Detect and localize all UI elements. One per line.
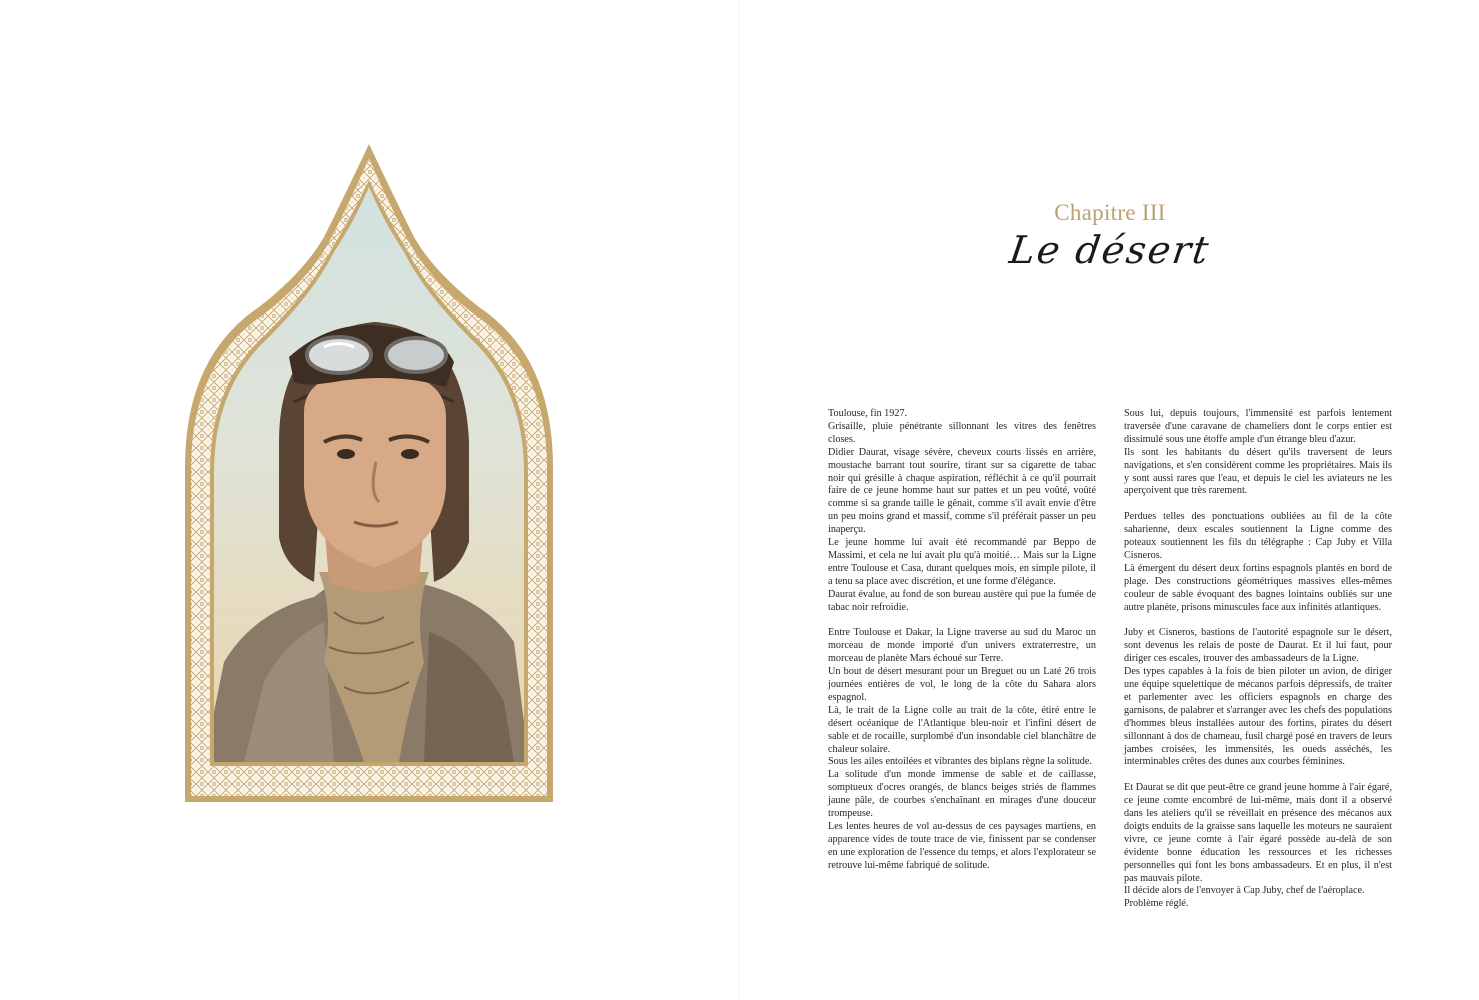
paragraph: Grisaille, pluie pénétrante sillonnant les vitres des fenêtres closes. [828, 420, 1096, 445]
paragraph: Problème réglé. [1124, 898, 1189, 910]
paragraph: Un bout de désert mesurant pour un Breguet ou un Laté 26 trois journées entières de vol, le long de la côte du Sahara alors espagnol. [828, 666, 1096, 703]
paragraph: Et Daurat se dit que peut-être ce grand jeune homme à l'air égaré, ce jeune comte encombré de lui-même, mais dont il a observé dans les ateliers qu'il se réveillait en présence des mécanos aux doigts enduits de la graisse sans laquelle les moteurs ne sauraient vivre, ce jeune comte à l'air égaré possède au-delà de son évidente bonne éducation les ressources et les richesses personnelles qui font les bons ambassadeurs. Et en plus, il n'est pas mauvais pilote. [1124, 782, 1392, 884]
text-column-left [828, 408, 1096, 873]
paragraph: Ils sont les habitants du désert qu'ils traversent de leurs navigations, et s'en considèrent comme les propriétaires. Mais ils y sont aussi rares que l'eau, et depuis le ciel les aviateurs ne les aperçoivent que très rarement. [1124, 446, 1392, 497]
page-gutter [739, 0, 740, 1000]
paragraph: Sous les ailes entoilées et vibrantes des biplans règne la solitude. [828, 756, 1092, 768]
chapter-number: Chapitre III [1054, 200, 1166, 225]
aviator-portrait-image [184, 142, 554, 804]
paragraph: Il décide alors de l'envoyer à Cap Juby, chef de l'aéroplace. [1124, 885, 1365, 897]
paragraph: Là, le trait de la Ligne colle au trait de la côte, étiré entre le désert océanique de l'Atlantique bleu-noir et l'infini désert de sable et de rocaille, surplombé d'un insondable ciel blanchâtre de chaleur solaire. [828, 704, 1096, 755]
paragraph: Didier Daurat, visage sévère, cheveux courts lissés en arrière, moustache barrant tout sourire, tirant sur sa cigarette de tabac noir qui grésille à chaque aspiration, réfléchit à ce qu'il pourrait faire de ce jeune homme haut sur pattes et un peu voûté, voûté comme si sa grande taille le gênait, comme s'il avait envie d'être un peu moins grand et massif, comme s'il préférait passer un peu inaperçu. [828, 446, 1096, 536]
text-column-right [1124, 408, 1392, 911]
portrait-illustration [184, 142, 554, 804]
paragraph: Sous lui, depuis toujours, l'immensité est parfois lentement traversée d'une caravane de chameliers dont le corps entier est dissimulé sous une étoffe ample d'un étrange bleu d'azur. [1124, 408, 1392, 445]
paragraph: Entre Toulouse et Dakar, la Ligne traverse au sud du Maroc un morceau de monde importé d'un univers extraterrestre, un morceau de planète Mars échoué sur Terre. [828, 627, 1096, 665]
paragraph: Là émergent du désert deux fortins espagnols plantés en bord de plage. Des constructions géométriques massives elles-mêmes couleur de sable évoquant des bagnes lointains oubliés sur une autre planète, prisons minuscules face aux infinités atlantiques. [1124, 562, 1392, 613]
paragraph: Daurat évalue, au fond de son bureau austère qui pue la fumée de tabac noir refroidie. [828, 588, 1096, 613]
paragraph: La solitude d'un monde immense de sable et de caillasse, somptueux d'ocres orangés, de blancs beiges striés de flammes jaune pâle, de courbes s'enchaînant en mirages d'une douceur trompeuse. [828, 769, 1096, 820]
paragraph: Des types capables à la fois de bien piloter un avion, de diriger une équipe squelettique de mécanos parfois dépressifs, de traiter et parlementer avec les officiers espagnols en charge des garnisons, de palabrer et s'arranger avec les chefs des populations d'hommes bleus installées autour des fortins, pirates du désert sillonnant à dos de chameau, fusil chargé posé en travers de leurs jambes croisées, les immensités, les oueds asséchés, les interminables crêtes des dunes aux courbes féminines. [1124, 666, 1392, 768]
paragraph: Les lentes heures de vol au-dessus de ces paysages martiens, en apparence vides de toute trace de vie, finissent par se condenser en une exploration de l'essence du temps, et alors l'explorateur se retrouve lui-même fabriqué de solitude. [828, 820, 1096, 871]
paragraph: Toulouse, fin 1927. [828, 408, 908, 419]
paragraph: Le jeune homme lui avait été recommandé par Beppo de Massimi, et cela ne lui avait plu qu'à moitié… Mais sur la Ligne entre Toulouse et Casa, durant quelques mois, en simple pilote, il a tenu sa place avec discrétion, et une forme d'élégance. [828, 537, 1096, 587]
paragraph: Perdues telles des ponctuations oubliées au fil de la côte saharienne, deux escales soutiennent la Ligne comme des poteaux soutiennent les fils du télégraphe : Cap Juby et Villa Cisneros. [1124, 511, 1392, 561]
chapter-title: Le désert [1006, 228, 1214, 272]
paragraph: Juby et Cisneros, bastions de l'autorité espagnole sur le désert, sont devenus les relais de poste de Daurat. Et il lui faut, pour diriger ces escales, trouver des ambassadeurs de la Ligne. [1124, 627, 1392, 665]
